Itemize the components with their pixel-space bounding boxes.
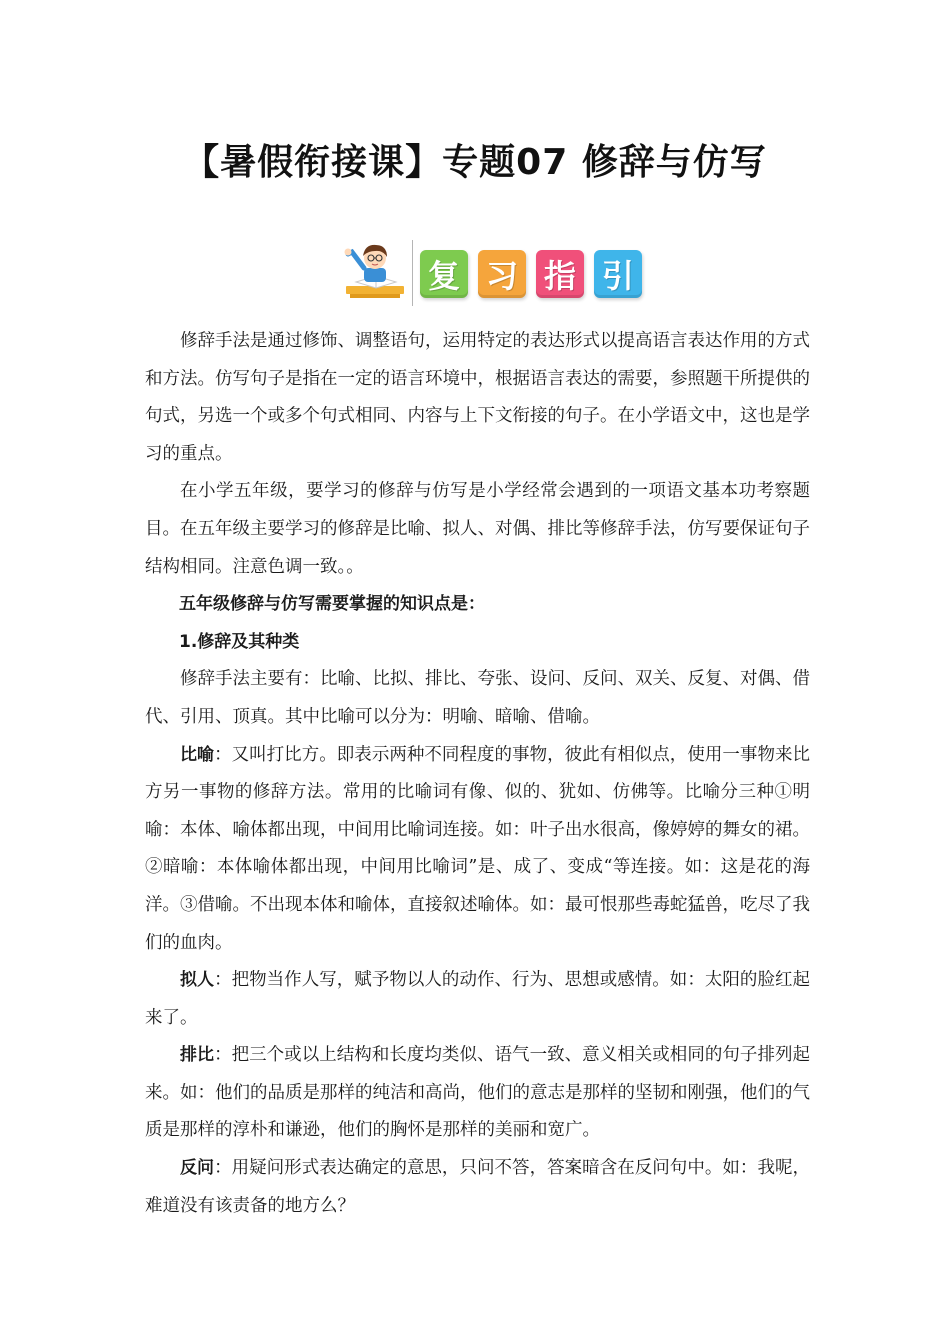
body-paragraph <box>145 1150 810 1225</box>
term-definition: ：又叫打比方。即表示两种不同程度的事物，彼此有相似点，使用一事物来比方另一事物的修辞方法。常用的比喻词有像、似的、犹如、仿佛等。比喻分三种①明喻：本体、喻体都出现，中间用比喻词连接。如：叶子出水很高，像婷婷的舞女的裙。②暗喻：本体喻体都出现，中间用比喻词”是、成了、变成“等连接。如：这是花的海洋。③借喻。不出现本体和喻体，直接叙述喻体。如：最可恨那些毒蛇猛兽，吃尽了我们的血肉。 <box>145 744 811 953</box>
page-title: 【暑假衔接课】专题07 修辞与仿写 <box>183 142 767 183</box>
term-definition: ：用疑问形式表达确定的意思，只问不答，答案暗含在反问句中。如：我呢，难道没有该责备的地方么？ <box>145 1158 811 1216</box>
banner-divider <box>412 240 413 306</box>
term-definition: ：把三个或以上结构和长度均类似、语气一致、意义相关或相同的句子排列起来。如：他们的品质是那样的纯洁和高尚，他们的意志是那样的坚韧和刚强，他们的气质是那样的淳朴和谦逊，他们的胸怀是那样的美丽和宽广。 <box>145 1045 811 1141</box>
term-label: 反问 <box>180 1158 215 1179</box>
student-reading-illustration <box>340 238 410 304</box>
review-guide-tiles <box>420 250 642 298</box>
body-paragraph <box>145 962 810 1037</box>
term-label: 比喻 <box>180 744 215 765</box>
review-guide-banner <box>340 238 660 308</box>
body-paragraph: 修辞手法是通过修饰、调整语句，运用特定的表达形式以提高语言表达作用的方式和方法。仿写句子是指在一定的语言环境中，根据语言表达的需要，参照题干所提供的句式，另选一个或多个句式相同、内容与上下文衔接的句子。在小学语文中，这也是学习的重点。 <box>145 331 810 464</box>
body-paragraph: 修辞手法主要有：比喻、比拟、排比、夸张、设问、反问、双关、反复、对偶、借代、引用、顶真。其中比喻可以分为：明喻、暗喻、借喻。 <box>145 669 810 727</box>
body-paragraph <box>145 1037 810 1150</box>
banner-tile: 引 <box>594 250 642 298</box>
section-heading: 五年级修辞与仿写需要掌握的知识点是： <box>179 594 485 615</box>
banner-tile: 习 <box>478 250 526 298</box>
document-body <box>145 323 810 1225</box>
section-heading: 1.修辞及其种类 <box>179 631 300 652</box>
body-paragraph <box>145 737 810 963</box>
banner-tile: 指 <box>536 250 584 298</box>
body-paragraph: 在小学五年级，要学习的修辞与仿写是小学经常会遇到的一项语文基本功考察题目。在五年级主要学习的修辞是比喻、拟人、对偶、排比等修辞手法，仿写要保证句子结构相同。注意色调一致。。 <box>145 481 810 577</box>
term-label: 拟人 <box>180 970 215 991</box>
term-definition: ：把物当作人写，赋予物以人的动作、行为、思想或感情。如：太阳的脸红起来了。 <box>145 970 811 1028</box>
term-label: 排比 <box>180 1045 215 1066</box>
banner-tile: 复 <box>420 250 468 298</box>
